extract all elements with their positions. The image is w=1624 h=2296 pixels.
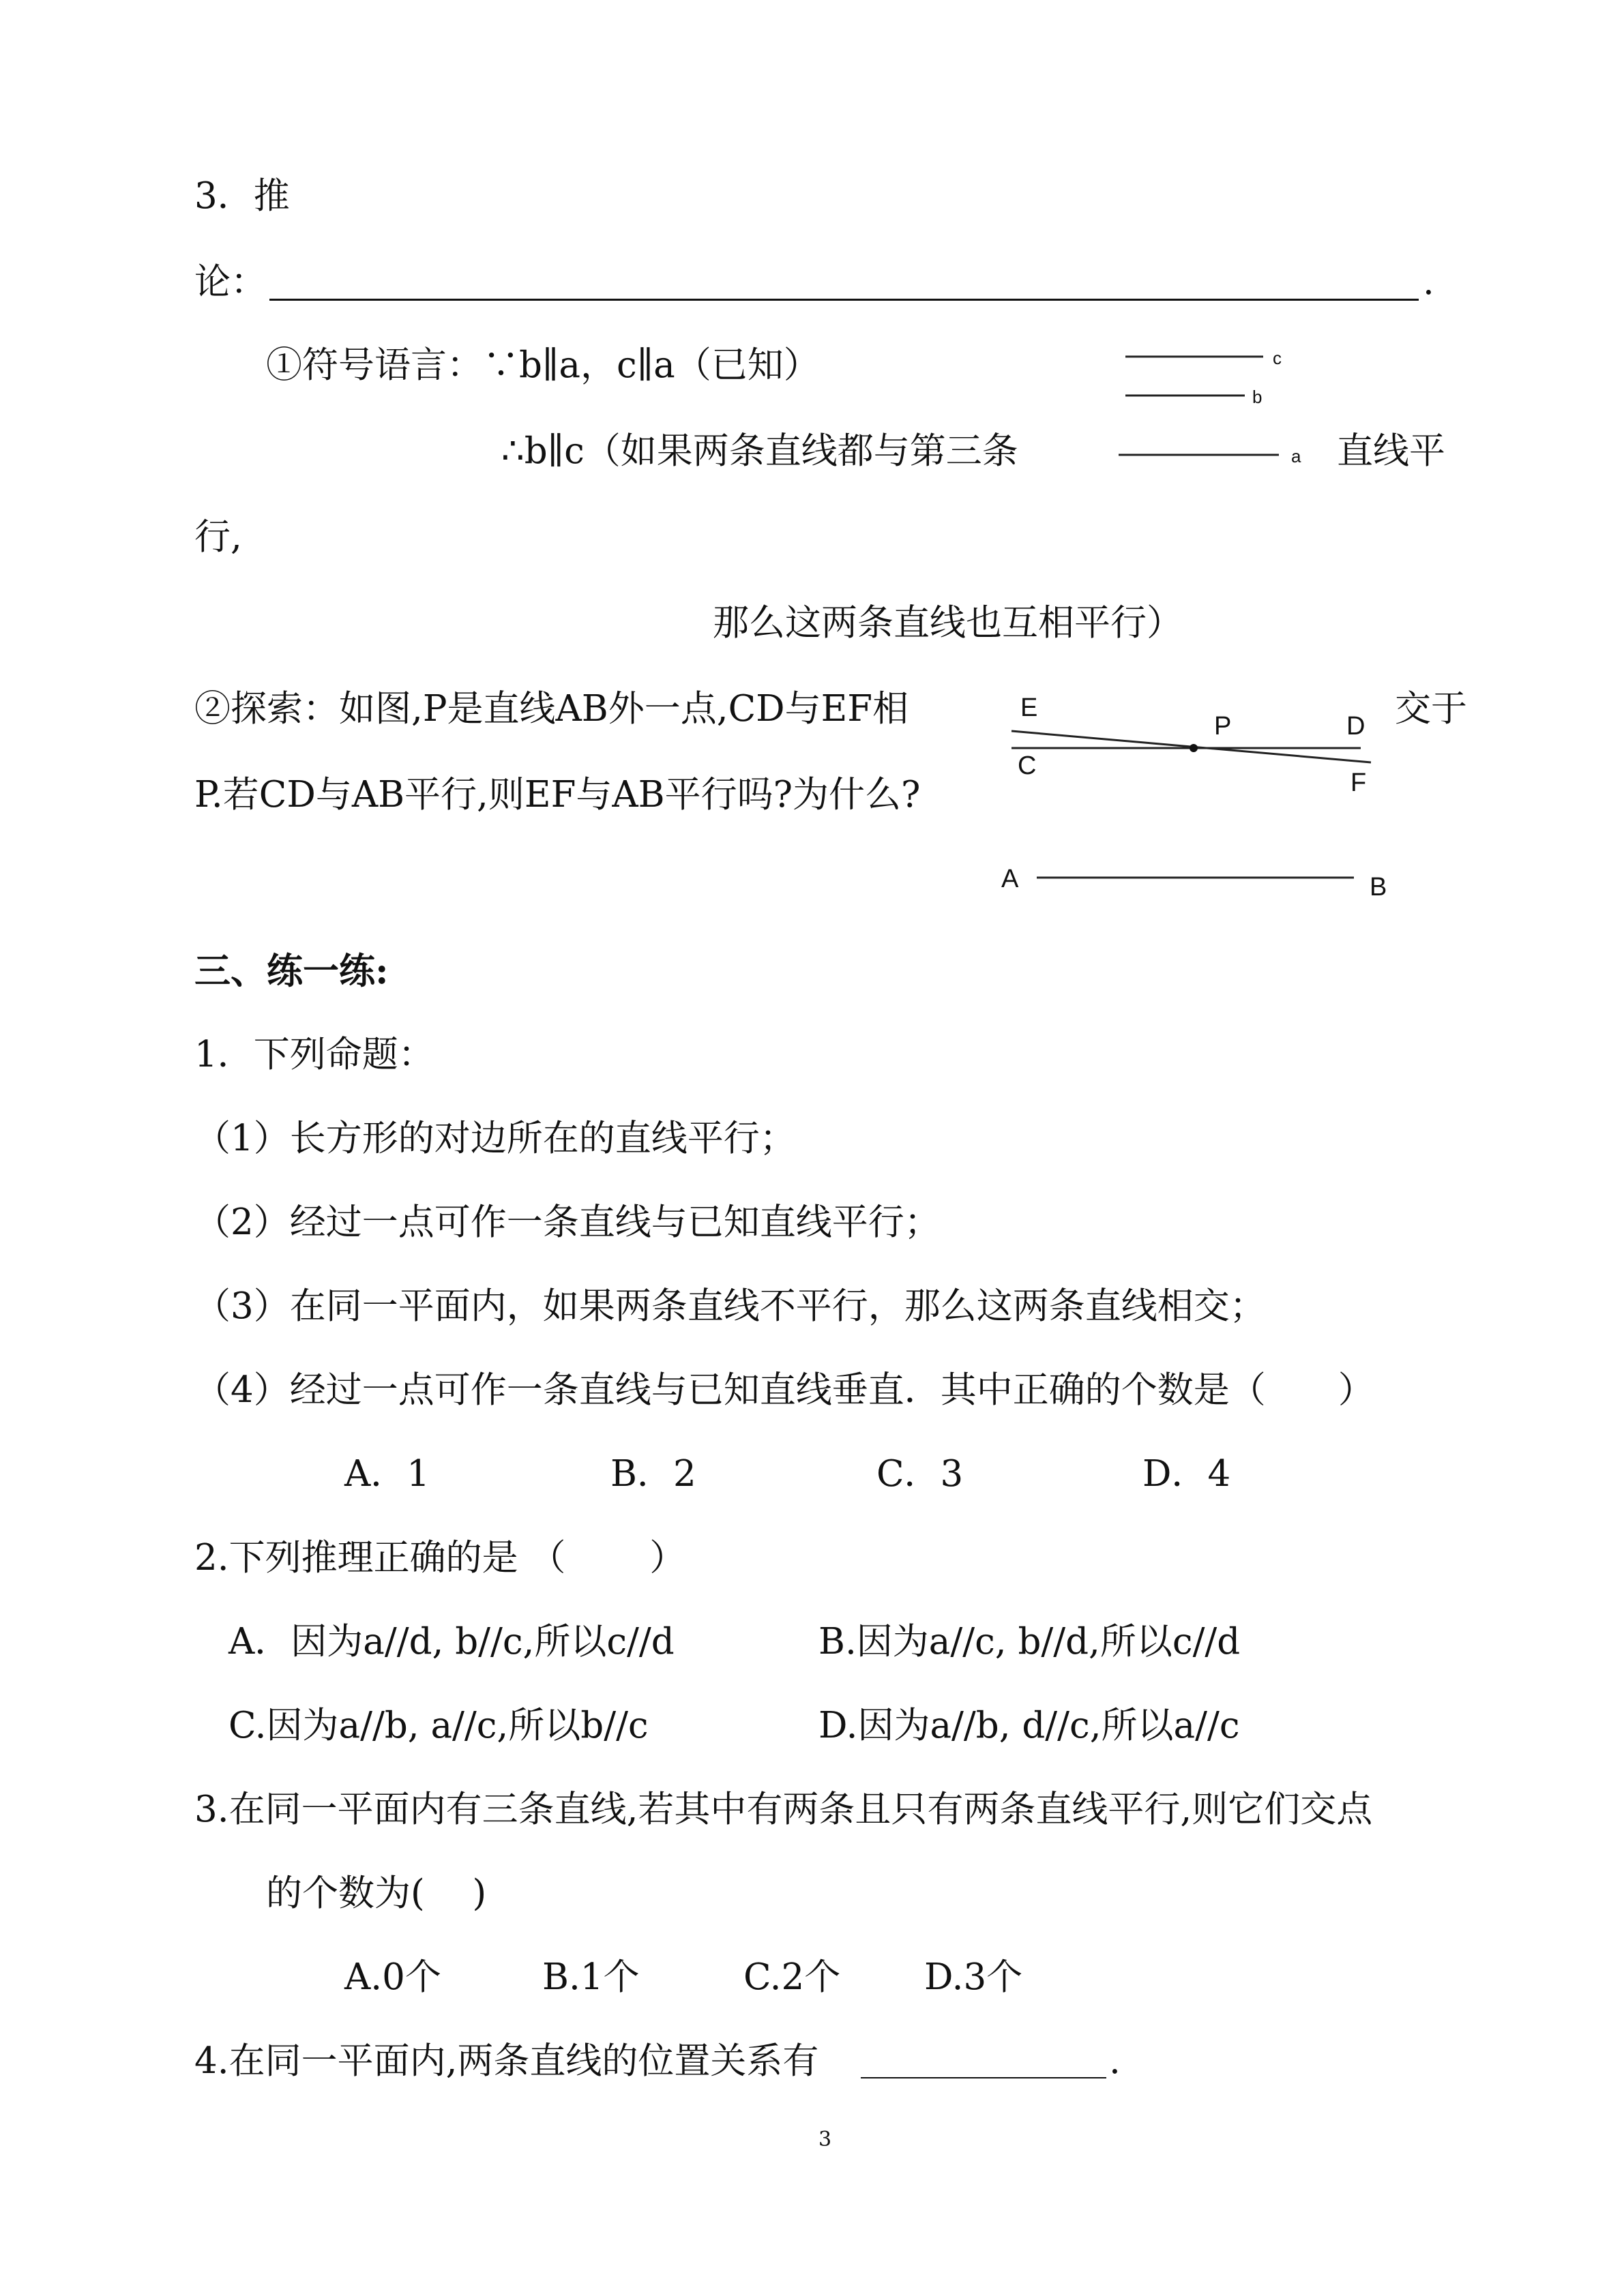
label-B: B xyxy=(1370,873,1387,901)
q2-stem: 2.下列推理正确的是 （ ） xyxy=(194,1537,686,1579)
q1-option-d[interactable]: D．4 xyxy=(1142,1453,1231,1495)
label-a: a xyxy=(1291,446,1301,466)
q1-option-a[interactable]: A．1 xyxy=(344,1453,430,1495)
label-b: b xyxy=(1252,387,1263,407)
symbol-line-1: ①符号语言：∵b∥a，c∥a（已知） xyxy=(266,344,820,386)
q2-option-c[interactable]: C.因为a//b, a//c,所以b//c xyxy=(228,1705,649,1746)
explore-line-1: ②探索：如图,P是直线AB外一点,CD与EF相 xyxy=(194,688,909,730)
q1-item-4: （4）经过一点可作一条直线与已知直线垂直．其中正确的个数是（ ） xyxy=(194,1369,1374,1411)
q2-option-a[interactable]: A．因为a//d, b//c,所以c//d xyxy=(228,1621,675,1663)
q1-option-b[interactable]: B．2 xyxy=(610,1453,696,1495)
label-P: P xyxy=(1214,712,1232,741)
q1-stem: 1．下列命题： xyxy=(194,1034,434,1075)
s3-end: . xyxy=(1423,261,1434,303)
q4-end: . xyxy=(1109,2040,1121,2082)
symbol-line-4: 那么这两条直线也互相平行） xyxy=(713,602,1183,644)
page-number: 3 xyxy=(818,2128,832,2151)
section-title: 三、练一练: xyxy=(194,950,389,992)
label-F: F xyxy=(1350,769,1367,797)
label-A: A xyxy=(1001,865,1019,893)
label-E: E xyxy=(1020,694,1038,722)
explore-line-2: P.若CD与AB平行,则EF与AB平行吗?为什么? xyxy=(194,774,921,816)
point-p xyxy=(1190,744,1198,752)
label-c: c xyxy=(1273,348,1282,368)
symbol-line-2: ∴b∥c（如果两条直线都与第三条 xyxy=(501,430,1018,472)
q1-item-2: （2）经过一点可作一条直线与已知直线平行； xyxy=(194,1202,941,1243)
explore-line-1-tail: 交于 xyxy=(1395,688,1467,730)
q1-item-1: （1）长方形的对边所在的直线平行； xyxy=(194,1118,796,1159)
symbol-line-3: 行, xyxy=(194,516,242,558)
q3-stem-1: 3.在同一平面内有三条直线,若其中有两条且只有两条直线平行,则它们交点 xyxy=(194,1789,1373,1830)
q1-item-3: （3）在同一平面内，如果两条直线不平行，那么这两条直线相交； xyxy=(194,1285,1266,1327)
q3-option-d[interactable]: D.3个 xyxy=(924,1956,1023,1998)
q3-option-c[interactable]: C.2个 xyxy=(743,1956,841,1998)
s3-prefix: 论： xyxy=(194,261,267,303)
q4-stem: 4.在同一平面内,两条直线的位置关系有 xyxy=(194,2040,819,2082)
symbol-line-2-tail: 直线平 xyxy=(1337,430,1445,472)
q1-option-c[interactable]: C．3 xyxy=(876,1453,964,1495)
q2-option-b[interactable]: B.因为a//c, b//d,所以c//d xyxy=(818,1621,1241,1663)
q3-option-b[interactable]: B.1个 xyxy=(542,1956,640,1998)
q3-stem-2: 的个数为( ) xyxy=(266,1873,487,1914)
label-D: D xyxy=(1346,712,1365,741)
q3-option-a[interactable]: A.0个 xyxy=(344,1956,441,1998)
q4-answer-blank[interactable] xyxy=(861,2077,1106,2078)
s3-heading: 3．推 xyxy=(194,175,290,217)
label-C: C xyxy=(1018,751,1037,780)
q2-option-d[interactable]: D.因为a//b, d//c,所以a//c xyxy=(818,1705,1240,1746)
